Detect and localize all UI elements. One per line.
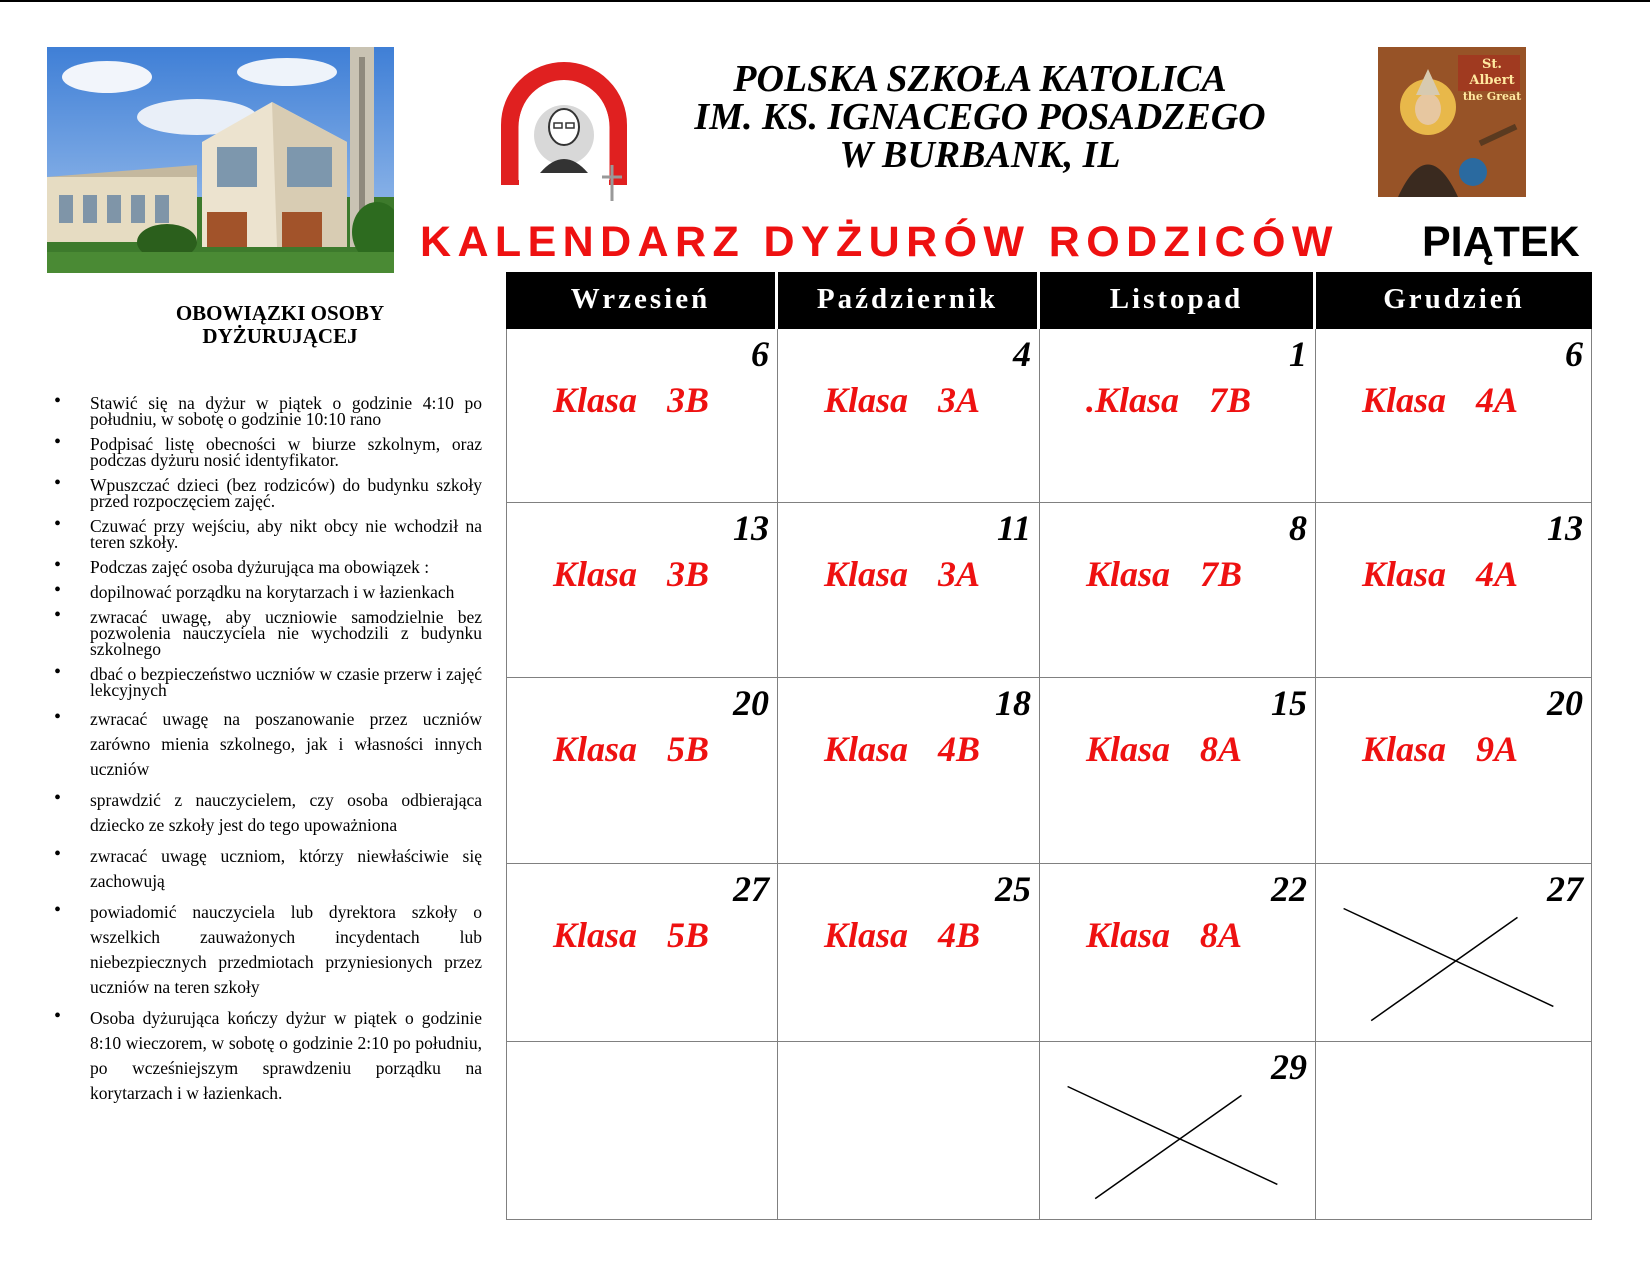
- church-photo: [47, 47, 394, 273]
- class-name: 9A: [1476, 729, 1519, 769]
- class-assignment: [553, 379, 709, 421]
- top-border-line: [0, 0, 1650, 2]
- class-name: 4B: [938, 729, 981, 769]
- calendar-cell: [1316, 1042, 1592, 1220]
- class-name: 4A: [1476, 554, 1519, 594]
- class-name: 3B: [667, 380, 710, 420]
- duty-item: • Wpuszczać dzieci (bez rodziców) do budynku szkoły przed rozpoczęciem zajęć.: [50, 477, 482, 509]
- calendar-cell: [1040, 1042, 1316, 1220]
- crossed-out-mark: [1316, 864, 1592, 1042]
- calendar-cell: [1040, 678, 1316, 864]
- klasa-label: Klasa: [553, 554, 638, 594]
- klasa-label: Klasa: [1362, 380, 1447, 420]
- duty-item: • Stawić się na dyżur w piątek o godzinie 4:10 po południu, w sobotę o godzinie 10:10 rano: [50, 395, 482, 427]
- day-number: 11: [996, 508, 1031, 548]
- calendar-cell: [778, 1042, 1040, 1220]
- klasa-label: Klasa: [824, 729, 909, 769]
- klasa-label: .Klasa: [1086, 380, 1180, 420]
- class-name: 7B: [1209, 380, 1252, 420]
- class-assignment: [1362, 728, 1518, 770]
- class-assignment: [824, 914, 980, 956]
- day-number: 13: [733, 508, 769, 548]
- day-number: 29: [1271, 1047, 1307, 1087]
- duty-item: • dopilnować porządku na korytarzach i w łazienkach: [50, 584, 482, 600]
- calendar-cell: [1316, 503, 1592, 678]
- school-name-line-2: IM. KS. IGNACEGO POSADZEGO: [694, 96, 1266, 138]
- crossed-out-mark: [1040, 1042, 1316, 1220]
- month-header-2: Listopad: [1040, 272, 1313, 329]
- month-header-0: Wrzesień: [506, 272, 775, 329]
- duty-calendar-grid: [506, 272, 1592, 1220]
- duty-item: • Czuwać przy wejściu, aby nikt obcy nie wchodził na teren szkoły.: [50, 518, 482, 550]
- day-number: 6: [1565, 334, 1583, 374]
- calendar-cell: [506, 864, 778, 1042]
- class-name: 5B: [667, 915, 710, 955]
- duty-item: • zwracać uwagę na poszanowanie przez uczniów zarówno mienia szkolnego, jak i własności innych uczniów: [50, 707, 482, 782]
- class-assignment: [553, 553, 709, 595]
- day-number: 27: [1547, 869, 1583, 909]
- klasa-label: Klasa: [1086, 554, 1171, 594]
- calendar-cell: [506, 1042, 778, 1220]
- day-number: 13: [1547, 508, 1583, 548]
- day-number: 22: [1271, 869, 1307, 909]
- calendar-cell: [1040, 864, 1316, 1042]
- class-name: 7B: [1200, 554, 1243, 594]
- school-logo: [490, 55, 638, 203]
- day-number: 20: [733, 683, 769, 723]
- class-assignment: [1086, 914, 1242, 956]
- duty-item: • dbać o bezpieczeństwo uczniów w czasie przerw i zajęć lekcyjnych: [50, 666, 482, 698]
- duty-item: • Podczas zajęć osoba dyżurująca ma obowiązek :: [50, 559, 482, 575]
- class-name: 4B: [938, 915, 981, 955]
- calendar-cell: [1316, 329, 1592, 503]
- school-name-line-1: POLSKA SZKOŁA KATOLICA: [733, 58, 1227, 100]
- duty-item: • zwracać uwagę uczniom, którzy niewłaściwie się zachowują: [50, 844, 482, 894]
- month-header-3: Grudzień: [1316, 272, 1592, 329]
- day-number: 15: [1271, 683, 1307, 723]
- icon-text-line-1: St. Albert: [1469, 57, 1515, 88]
- icon-text-line-2: the Great: [1462, 90, 1522, 103]
- calendar-cell: [1040, 503, 1316, 678]
- class-assignment: [824, 379, 980, 421]
- duties-heading: [115, 302, 445, 348]
- day-number: 1: [1289, 334, 1307, 374]
- klasa-label: Klasa: [1086, 729, 1171, 769]
- school-name-line-3: W BURBANK, IL: [839, 134, 1121, 176]
- day-number: 25: [995, 869, 1031, 909]
- duty-item: • zwracać uwagę, aby uczniowie samodzielnie bez pozwolenia nauczyciela nie wychodzili z budynku szkolnego: [50, 609, 482, 657]
- calendar-cell: [506, 503, 778, 678]
- klasa-label: Klasa: [553, 729, 638, 769]
- month-header-1: Październik: [778, 272, 1037, 329]
- calendar-cell: [1316, 864, 1592, 1042]
- day-number: 6: [751, 334, 769, 374]
- klasa-label: Klasa: [824, 380, 909, 420]
- class-name: 8A: [1200, 915, 1243, 955]
- class-assignment: [1362, 379, 1518, 421]
- duties-list: [50, 395, 482, 1112]
- duty-item: • Osoba dyżurująca kończy dyżur w piątek o godzinie 8:10 wieczorem, w sobotę o godzinie 2:10 po południu, po wcześniejszym sprawdzeniu porządku na korytarzach i w łazienkach.: [50, 1006, 482, 1106]
- calendar-cell: [778, 503, 1040, 678]
- class-assignment: [1086, 553, 1242, 595]
- klasa-label: Klasa: [1086, 915, 1171, 955]
- duties-heading-line-2: DYŻURUJĄCEJ: [202, 324, 358, 348]
- day-number: 27: [733, 869, 769, 909]
- calendar-cell: [1040, 329, 1316, 503]
- calendar-cell: [778, 864, 1040, 1042]
- class-assignment: [824, 553, 980, 595]
- class-name: 8A: [1200, 729, 1243, 769]
- class-name: 3A: [938, 380, 981, 420]
- class-assignment: [553, 728, 709, 770]
- calendar-cell: [778, 329, 1040, 503]
- calendar-title: KALENDARZ DYŻURÓW RODZICÓW: [420, 218, 1339, 266]
- duty-item: • Podpisać listę obecności w biurze szkolnym, oraz podczas dyżuru nosić identyfikator.: [50, 436, 482, 468]
- duty-item: • sprawdzić z nauczycielem, czy osoba odbierająca dziecko ze szkoły jest do tego upoważniona: [50, 788, 482, 838]
- klasa-label: Klasa: [824, 554, 909, 594]
- klasa-label: Klasa: [553, 380, 638, 420]
- class-name: 4A: [1476, 380, 1519, 420]
- calendar-cell: [778, 678, 1040, 864]
- st-albert-icon-image: [1378, 47, 1526, 197]
- class-name: 3A: [938, 554, 981, 594]
- class-name: 5B: [667, 729, 710, 769]
- day-number: 8: [1289, 508, 1307, 548]
- class-assignment: [1086, 379, 1251, 421]
- school-name: [680, 60, 1280, 174]
- klasa-label: Klasa: [824, 915, 909, 955]
- duty-item: • powiadomić nauczyciela lub dyrektora szkoły o wszelkich zauważonych incydentach lub niebezpiecznych przedmiotach przyniesionych przez uczniów na teren szkoły: [50, 900, 482, 1000]
- day-number: 20: [1547, 683, 1583, 723]
- day-number: 18: [995, 683, 1031, 723]
- weekday-label: PIĄTEK: [1422, 218, 1580, 266]
- class-assignment: [553, 914, 709, 956]
- klasa-label: Klasa: [1362, 554, 1447, 594]
- klasa-label: Klasa: [553, 915, 638, 955]
- calendar-cell: [1316, 678, 1592, 864]
- class-name: 3B: [667, 554, 710, 594]
- day-number: 4: [1013, 334, 1031, 374]
- klasa-label: Klasa: [1362, 729, 1447, 769]
- class-assignment: [1362, 553, 1518, 595]
- calendar-cell: [506, 678, 778, 864]
- class-assignment: [824, 728, 980, 770]
- duties-heading-line-1: OBOWIĄZKI OSOBY: [175, 301, 385, 325]
- class-assignment: [1086, 728, 1242, 770]
- calendar-cell: [506, 329, 778, 503]
